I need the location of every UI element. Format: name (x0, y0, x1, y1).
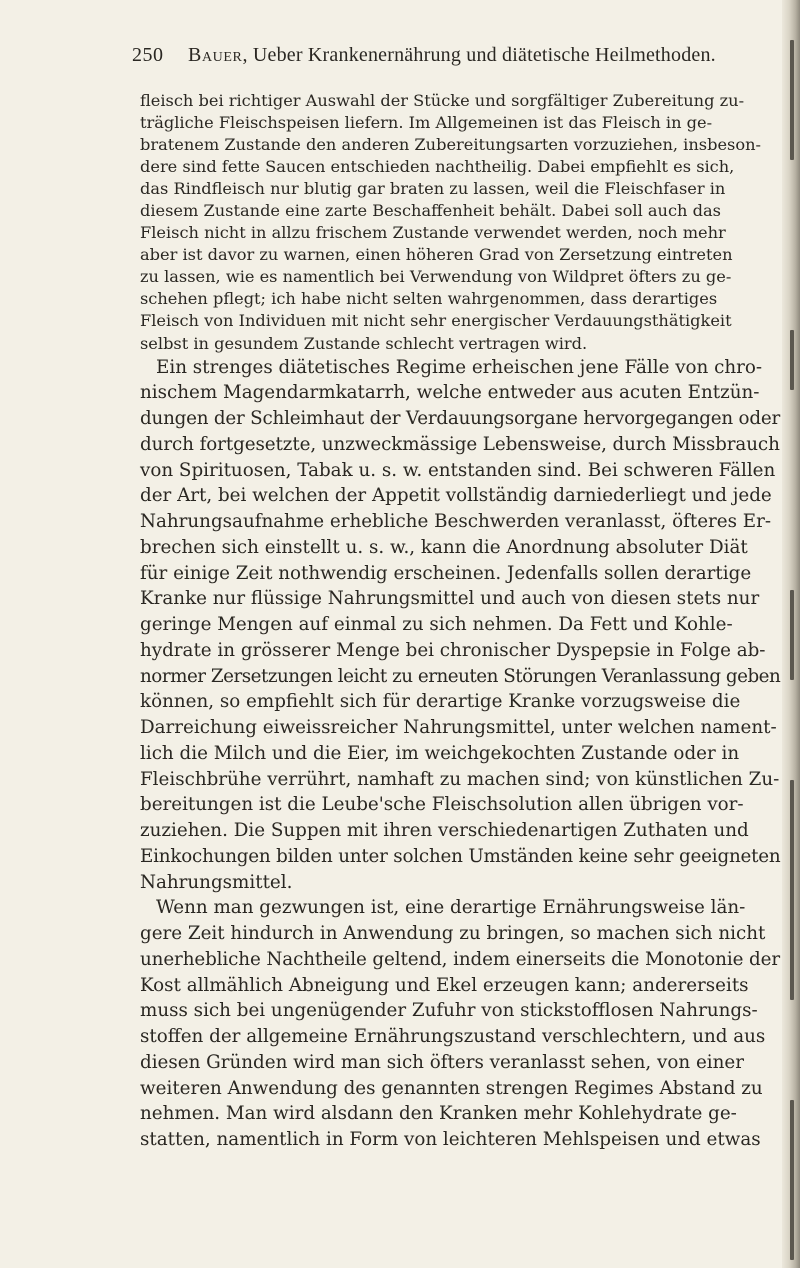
text-line: diesen Gründen wird man sich öfters veranlasst sehen, von einer (140, 1051, 744, 1073)
text-line: trägliche Fleischspeisen liefern. Im Allgemeinen ist das Fleisch in ge- (140, 113, 713, 133)
text-line: statten, namentlich in Form von leichteren Mehlspeisen und etwas (140, 1129, 761, 1151)
text-line: Kost allmählich Abneigung und Ekel erzeugen kann; andererseits (140, 974, 749, 996)
paragraph-2 (140, 355, 780, 896)
text-line: Kranke nur flüssige Nahrungsmittel und auch von diesen stets nur (140, 588, 760, 610)
text-line: muss sich bei ungenügender Zufuhr von stickstofflosen Nahrungs- (140, 1000, 758, 1022)
title-separator: , (242, 44, 253, 66)
text-line: bereitungen ist die Leube'sche Fleischsolution allen übrigen vor- (140, 794, 744, 816)
text-line: Wenn man gezwungen ist, eine derartige Ernährungsweise län- (156, 897, 746, 919)
author-name: Bauer (188, 44, 243, 66)
text-line: selbst in gesundem Zustande schlecht vertragen wird. (140, 333, 588, 353)
text-line: das Rindfleisch nur blutig gar braten zu lassen, weil die Fleischfaser in (140, 179, 726, 199)
text-line: Nahrungsmittel. (140, 871, 293, 893)
chapter-title: Ueber Krankenernährung und diätetische Heilmethoden. (252, 44, 716, 66)
text-line: durch fortgesetzte, unzweckmässige Lebensweise, durch Missbrauch (140, 433, 780, 455)
paragraph-1 (140, 90, 780, 355)
edge-mark (790, 780, 794, 1000)
text-line: weiteren Anwendung des genannten strengen Regimes Abstand zu (140, 1077, 763, 1099)
text-line: zu lassen, wie es namentlich bei Verwendung von Wildpret öfters zu ge- (140, 267, 732, 287)
text-line: können, so empfiehlt sich für derartige Kranke vorzugsweise die (140, 691, 741, 713)
edge-mark (790, 330, 794, 390)
text-line: aber ist davor zu warnen, einen höheren Grad von Zersetzung eintreten (140, 245, 733, 265)
text-line: hydrate in grösserer Menge bei chronischer Dyspepsie in Folge ab- (140, 639, 766, 661)
text-line: fleisch bei richtiger Auswahl der Stücke und sorgfältiger Zubereitung zu- (140, 91, 745, 110)
text-line: dere sind fette Saucen entschieden nachtheilig. Dabei empfiehlt es sich, (140, 157, 735, 177)
text-line: geringe Mengen auf einmal zu sich nehmen. Da Fett und Kohle- (140, 614, 733, 636)
text-line: für einige Zeit nothwendig erscheinen. Jedenfalls sollen derartige (140, 562, 752, 584)
text-line: zuziehen. Die Suppen mit ihren verschiedenartigen Zuthaten und (140, 820, 749, 842)
text-line: bratenem Zustande den anderen Zubereitungsarten vorzuziehen, insbeson- (140, 135, 761, 155)
text-line: dungen der Schleimhaut der Verdauungsorgane hervorgegangen oder (140, 408, 781, 430)
body-text (140, 90, 780, 1153)
text-line: nischem Magendarmkatarrh, welche entweder aus acuten Entzün- (140, 382, 760, 404)
running-header (132, 44, 752, 70)
edge-mark (790, 590, 794, 680)
edge-mark (790, 40, 794, 160)
text-line: nehmen. Man wird alsdann den Kranken mehr Kohlehydrate ge- (140, 1103, 737, 1125)
text-line: gere Zeit hindurch in Anwendung zu bringen, so machen sich nicht (140, 923, 766, 945)
text-line: Darreichung eiweissreicher Nahrungsmittel, unter welchen nament- (140, 717, 777, 739)
text-line: lich die Milch und die Eier, im weichgekochten Zustande oder in (140, 742, 740, 764)
text-line: unerhebliche Nachtheile geltend, indem einerseits die Monotonie der (140, 948, 780, 970)
text-line: Fleisch von Individuen mit nicht sehr energischer Verdauungsthätigkeit (140, 311, 732, 331)
page-number: 250 (132, 44, 164, 66)
edge-mark (790, 1100, 794, 1260)
text-line: Fleisch nicht in allzu frischem Zustande verwendet werden, noch mehr (140, 223, 726, 243)
running-title (188, 44, 716, 67)
text-line: Ein strenges diätetisches Regime erheischen jene Fälle von chro- (156, 356, 763, 378)
text-line: diesem Zustande eine zarte Beschaffenheit behält. Dabei soll auch das (140, 201, 721, 221)
text-line: Fleischbrühe verrührt, namhaft zu machen sind; von künstlichen Zu- (140, 768, 780, 790)
text-line: von Spirituosen, Tabak u. s. w. entstanden sind. Bei schweren Fällen (140, 459, 776, 481)
text-line: Nahrungsaufnahme erhebliche Beschwerden veranlasst, öfteres Er- (140, 511, 772, 533)
text-line: normer Zersetzungen leicht zu erneuten Störungen Veranlassung geben (140, 665, 781, 687)
text-line: brechen sich einstellt u. s. w., kann die Anordnung absoluter Diät (140, 536, 748, 558)
page-edge-shadow (782, 0, 800, 1268)
text-line: schehen pflegt; ich habe nicht selten wahrgenommen, dass derartiges (140, 289, 718, 309)
text-line: stoffen der allgemeine Ernährungszustand verschlechtern, und aus (140, 1026, 766, 1048)
text-line: der Art, bei welchen der Appetit vollständig darniederliegt und jede (140, 485, 772, 507)
paragraph-3 (140, 895, 780, 1153)
text-line: Einkochungen bilden unter solchen Umständen keine sehr geeigneten (140, 845, 781, 867)
